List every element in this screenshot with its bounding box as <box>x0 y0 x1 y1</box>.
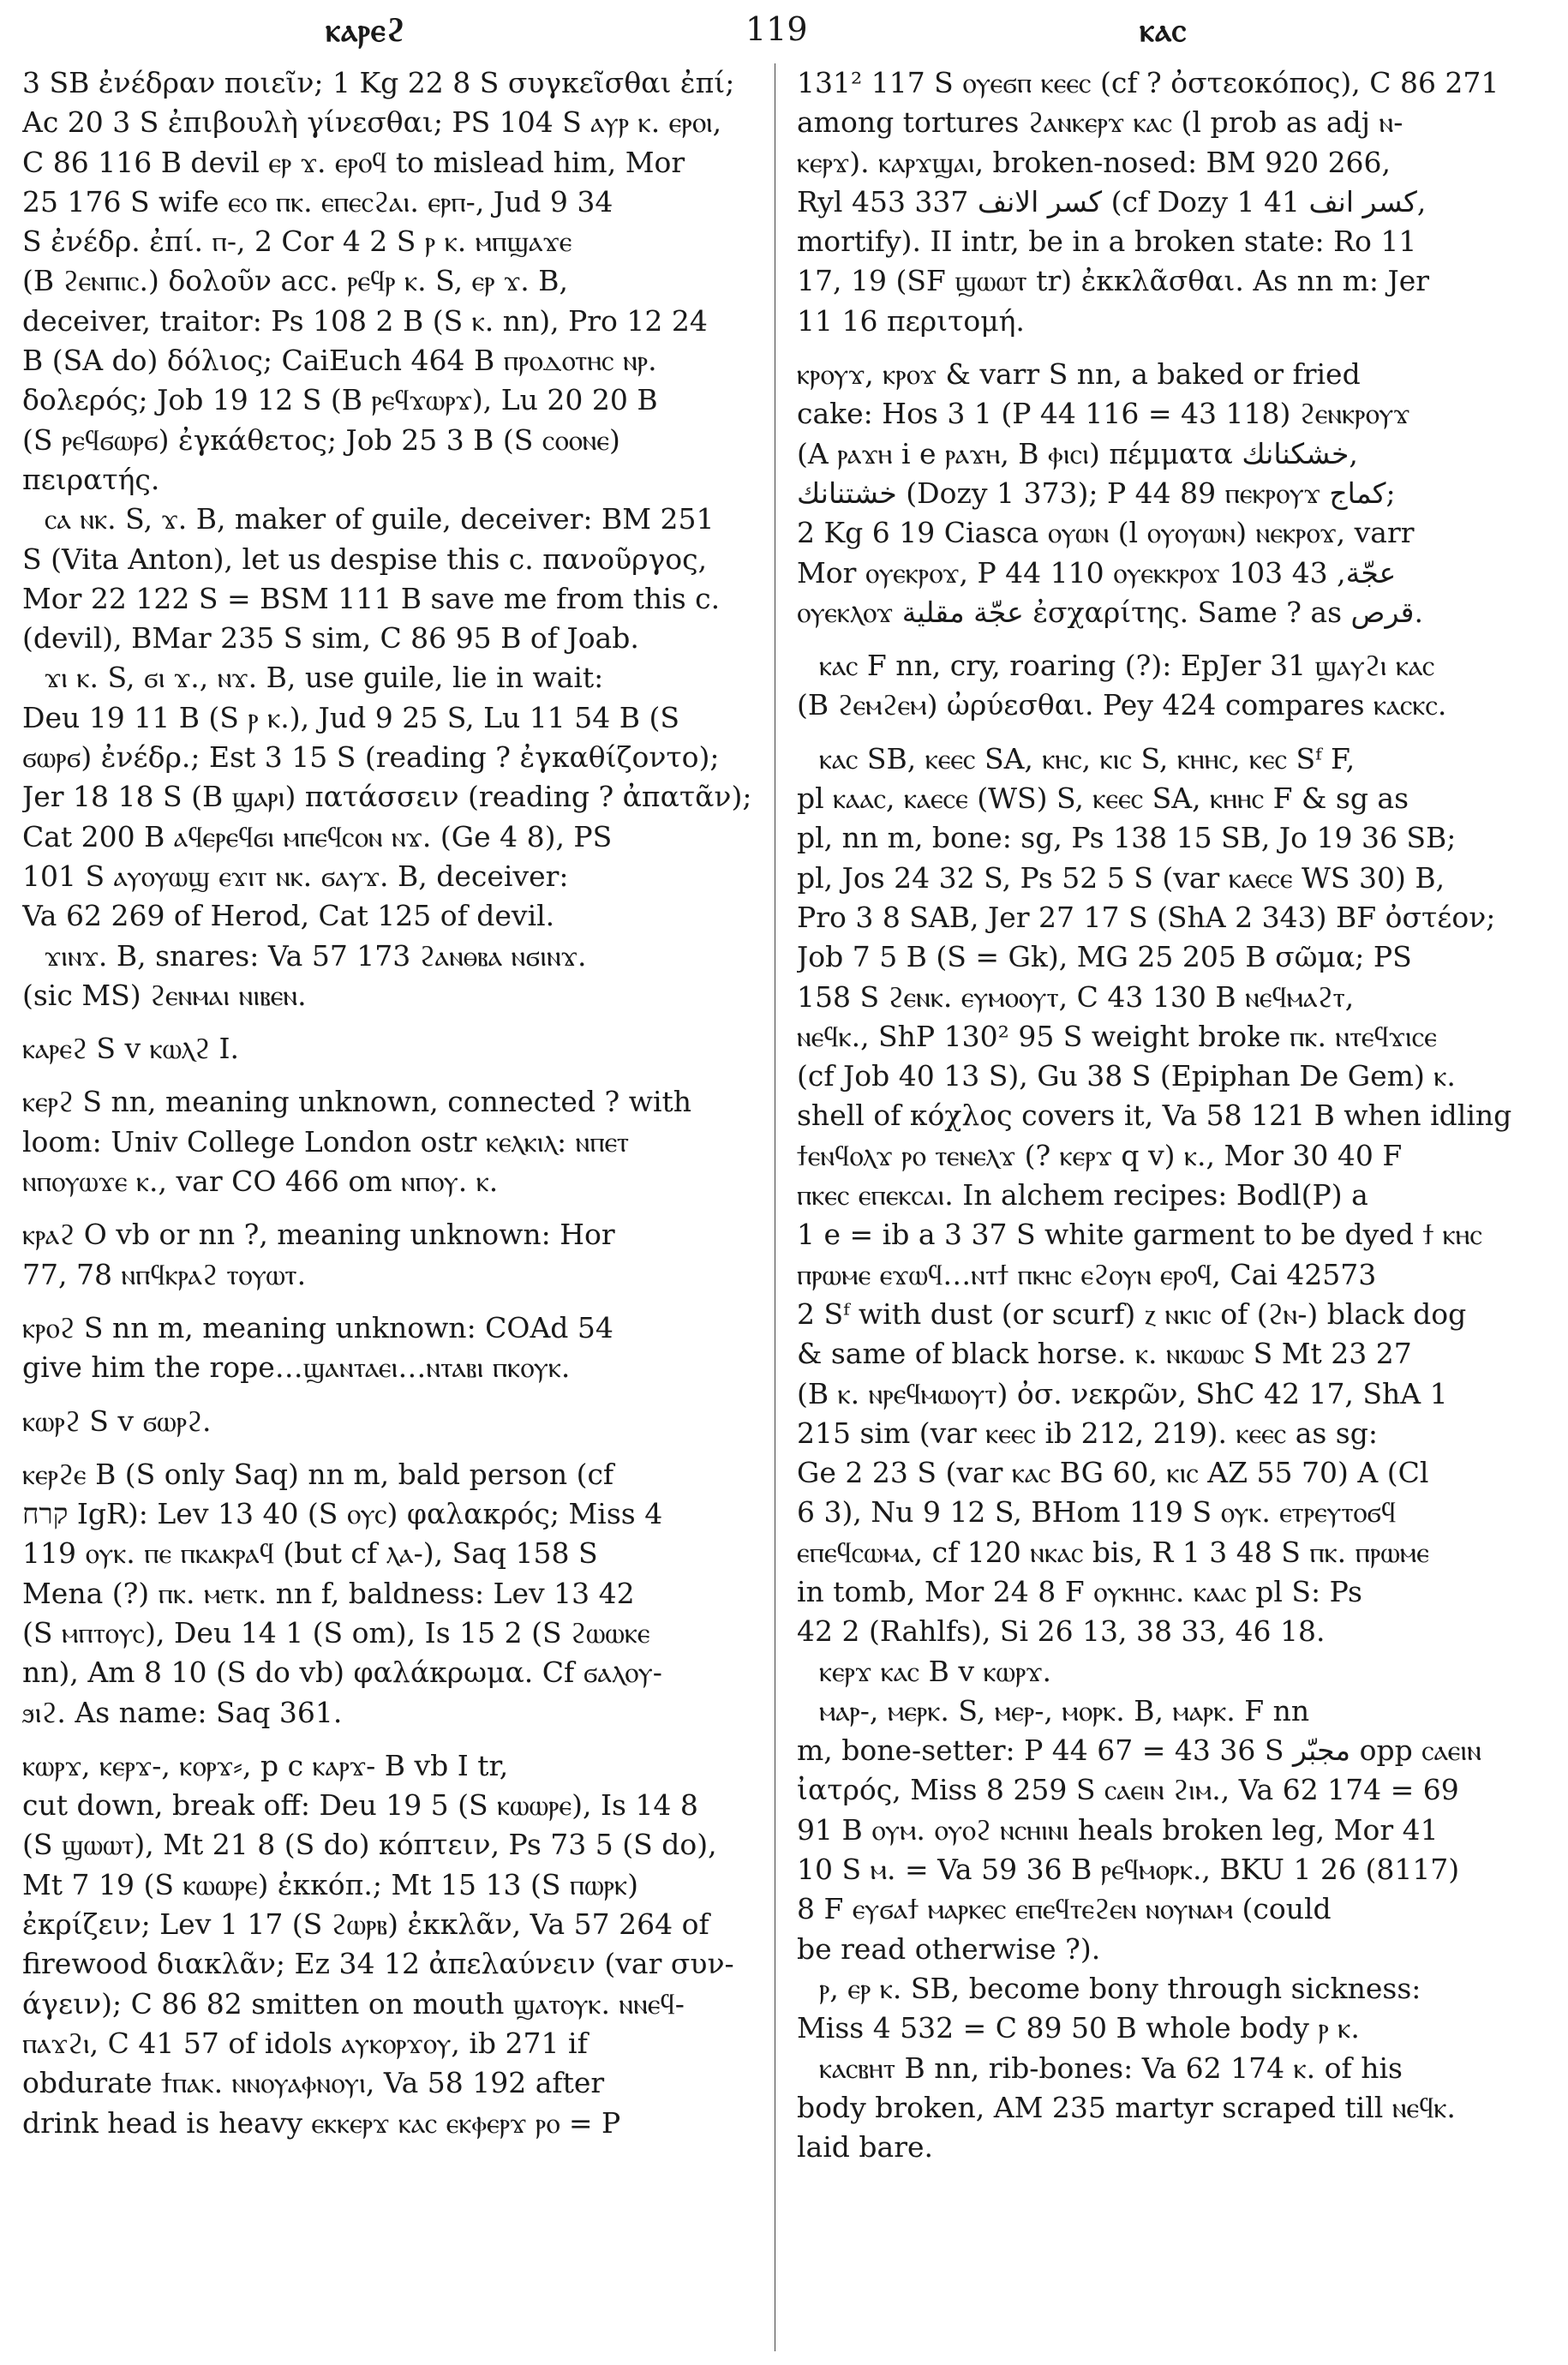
text-line: nn), Am 8 10 (S do vb) φαλάκρωμα. Cf ϭⲁⲗⲟⲩ- <box>22 1656 662 1690</box>
text-line: 25 176 S wife ⲉⲥⲟ ⲡⲕ. ⲉⲡⲉⲥϩⲁⲓ. ⲉⲣⲡ-, Jud 9 34 <box>22 184 613 219</box>
text-line: ⲕⲣⲟϩ S nn m, meaning unknown: COAd 54 <box>22 1310 613 1344</box>
text-line: Mena (?) ⲡⲕ. ⲙⲉⲧⲕ. nn f, baldness: Lev 13 42 <box>22 1576 635 1610</box>
text-line: ⲥⲁ ⲛⲕ. S, ϫ. B, maker of guile, deceiver: BM 251 <box>45 502 715 536</box>
text-line: Mor 22 122 S = BSM 111 B save me from this c. <box>22 581 721 615</box>
text-line: body broken, AM 235 martyr scraped till ⲛⲉϥⲕ. <box>797 2090 1456 2124</box>
text-line: laid bare. <box>797 2130 933 2164</box>
text-line: & same of black horse. ⲕ. ⲛⲕⲱⲱⲥ S Mt 23 27 <box>797 1337 1412 1371</box>
text-line: cake: Hos 3 1 (P 44 116 = 43 118) ϩⲉⲛⲕⲣⲟⲩϫ <box>797 397 1410 431</box>
text-line: (cf Job 40 13 S), Gu 38 S (Epiphan De Gem) ⲕ. <box>797 1059 1456 1093</box>
text-line: 101 S ⲁⲩⲟⲩⲱϣ ⲉϫⲓⲧ ⲛⲕ. ϭⲁⲩϫ. B, deceiver: <box>22 859 569 893</box>
text-line: firewood διακλᾶν; Ez 34 12 ἀπελαύνειν (var συν- <box>22 1947 734 1981</box>
text-line: ⲡⲕⲉⲥ ⲉⲡⲉⲕⲥⲁⲓ. In alchem recipes: Bodl(P) a <box>797 1178 1368 1212</box>
text-line: (A ⲣⲁϫⲏ i e ⲣⲁϫⲏ, B ⲫⲓⲥⲓ) πέμματα خشكنانك, <box>797 436 1358 470</box>
text-line: (sic MS) ϩⲉⲛⲙⲁⲓ ⲛⲓⲃⲉⲛ. <box>22 978 307 1012</box>
text-line: (B ϩⲉⲙϩⲉⲙ) ὠρύεσθαι. Pey 424 compares ⲕⲁⲥⲕⲥ. <box>797 688 1447 722</box>
text-line: 11 16 περιτομή. <box>797 303 1025 338</box>
right-running-headword: ⲕⲁⲥ <box>1140 10 1188 49</box>
text-line: (S ⲣⲉϥϭⲱⲣϭ) ἐγκάθετος; Job 25 3 B (S ⲥⲟⲟⲛⲉ) <box>22 422 620 457</box>
text-line: S (Vita Anton), let us despise this c. πανοῦργος, <box>22 542 708 576</box>
text-line: πειρατής. <box>22 462 160 496</box>
text-line: ⲟⲩⲉⲕⲗⲟϫ عجّة مقلية ἐσχαρίτης. Same ? as قرص. <box>797 595 1423 629</box>
text-line: 215 sim (var ⲕⲉⲉⲥ ib 212, 219). ⲕⲉⲉⲥ as sg: <box>797 1416 1378 1450</box>
text-line: ⲙⲁⲣ-, ⲙⲉⲣⲕ. S, ⲙⲉⲣ-, ⲙⲟⲣⲕ. B, ⲙⲁⲣⲕ. F nn <box>819 1693 1310 1727</box>
text-line: ⲕⲁⲣⲉϩ S v ⲕⲱⲗϩ I. <box>22 1032 239 1066</box>
text-line: loom: Univ College London ostr ⲕⲉⲗⲕⲓⲗ: ⲛⲡⲉⲧ <box>22 1124 630 1159</box>
text-line: ⲕⲣⲁϩ O vb or nn ?, meaning unknown: Hor <box>22 1218 615 1252</box>
text-line: 6 3), Nu 9 12 S, BHom 119 S ⲟⲩⲕ. ⲉⲧⲣⲉⲩⲧⲟϭϥ <box>797 1495 1397 1530</box>
text-line: ϯⲉⲛϥⲟⲗϫ ⲣⲟ ⲧⲉⲛⲉⲗϫ (? ⲕⲉⲣϫ q v) ⲕ., Mor 30 40 F <box>797 1138 1403 1172</box>
text-line: be read otherwise ?). <box>797 1931 1101 1966</box>
text-line: 119 ⲟⲩⲕ. ⲡⲉ ⲡⲕⲁⲕⲣⲁϥ (but cf ⲗⲁ-), Saq 158 S <box>22 1536 598 1571</box>
text-line: mortify). II intr, be in a broken state: Ro 11 <box>797 225 1417 259</box>
text-line: drink head is heavy ⲉⲕⲕⲉⲣϫ ⲕⲁⲥ ⲉⲕⲫⲉⲣϫ ⲣⲟ = P <box>22 2105 621 2140</box>
text-line: ϭⲱⲣϭ) ἐνέδρ.; Est 3 15 S (reading ? ἐγκαθίζοντο); <box>22 740 720 775</box>
text-line: 1 e = ib a 3 37 S white garment to be dyed ϯ ⲕⲏⲥ <box>797 1218 1482 1252</box>
text-line: ϧⲓϩ. As name: Saq 361. <box>22 1695 343 1729</box>
text-line: (B ϩⲉⲛⲡⲓⲥ.) δολοῦν acc. ⲣⲉϥⲣ ⲕ. S, ⲉⲣ ϫ. B, <box>22 264 568 298</box>
text-line: in tomb, Mor 24 8 F ⲟⲩⲕⲏⲏⲥ. ⲕⲁⲁⲥ pl S: Ps <box>797 1574 1362 1608</box>
text-line: pl, Jos 24 32 S, Ps 52 5 S (var ⲕⲁⲉⲥⲉ WS 30) B, <box>797 860 1445 895</box>
text-line: 17, 19 (SF ϣⲱⲱⲧ tr) ἐκκλᾶσθαι. As nn m: Jer <box>797 264 1430 298</box>
text-line: ⲡⲁϫϩⲓ, C 41 57 of idols ⲁⲩⲕⲟⲣϫⲟⲩ, ib 271 if <box>22 2026 588 2060</box>
text-line: B (SA do) δόλιος; CaiEuch 464 B ⲡⲣⲟⲇⲟⲧⲏⲥ ⲛⲣ. <box>22 344 657 378</box>
text-line: pl, nn m, bone: sg, Ps 138 15 SB, Jo 19 36 SB; <box>797 821 1457 855</box>
text-line: ⲛⲡⲟⲩⲱϫⲉ ⲕ., var CO 466 om ⲛⲡⲟⲩ. ⲕ. <box>22 1165 499 1199</box>
text-line: Deu 19 11 B (S ⲣ ⲕ.), Jud 9 25 S, Lu 11 54 B (S <box>22 700 679 734</box>
text-line: 77, 78 ⲛⲡϥⲕⲣⲁϩ ⲧⲟⲩⲱⲧ. <box>22 1257 307 1291</box>
text-line: 91 B ⲟⲩⲙ. ⲟⲩⲟϩ ⲛⲥⲏⲓⲛⲓ heals broken leg, Mor 41 <box>797 1812 1439 1847</box>
text-line: Ac 20 3 S ἐπιβουλὴ γίνεσθαι; PS 104 S ⲁⲩⲣ ⲕ. ⲉⲣⲟⲓ, <box>22 105 722 140</box>
text-line: m, bone-setter: P 44 67 = 43 36 S مجبّر opp ⲥⲁⲉⲓⲛ <box>797 1733 1481 1768</box>
text-line: Pro 3 8 SAB, Jer 27 17 S (ShA 2 343) BF ὀστέον; <box>797 900 1496 934</box>
text-line: 131² 117 S ⲟⲩⲉϭⲡ ⲕⲉⲉⲥ (cf ? ὀστεοκόπος), C 86 271 <box>797 66 1499 99</box>
text-line: ἰατρός, Miss 8 259 S ⲥⲁⲉⲓⲛ ϩⲓⲙ., Va 62 174 = 69 <box>797 1773 1459 1807</box>
text-line: 8 F ⲉⲩϭⲁϯ ⲙⲁⲣⲕⲉⲥ ⲉⲡⲉϥⲧⲉϩⲉⲛ ⲛⲟⲩⲛⲁⲙ (could <box>797 1892 1332 1926</box>
text-line: 2 Sᶠ with dust (or scurf) ⲍ ⲛⲕⲓⲥ of (ϩⲛ-) black dog <box>797 1296 1467 1331</box>
text-line: ⲡⲣⲱⲙⲉ ⲉϫⲱϥ…ⲛⲧϯ ⲡⲕⲏⲥ ⲉϩⲟⲩⲛ ⲉⲣⲟϥ, Cai 42573 <box>797 1257 1377 1291</box>
text-line: ⲕⲁⲥ SB, ⲕⲉⲉⲥ SA, ⲕⲏⲥ, ⲕⲓⲥ S, ⲕⲏⲏⲥ, ⲕⲉⲥ Sᶠ F, <box>819 741 1356 775</box>
text-line: 158 S ϩⲉⲛⲕ. ⲉⲩⲙⲟⲟⲩⲧ, C 43 130 B ⲛⲉϥⲙⲁϩⲧ, <box>797 979 1355 1014</box>
text-line: 3 SB ἐνέδραν ποιεῖν; 1 Kg 22 8 S συγκεῖσθαι ἐπί; <box>22 66 735 99</box>
text-line: shell of κόχλος covers it, Va 58 121 B when idling <box>797 1099 1512 1133</box>
text-line: (S ⲙⲡⲧⲟⲩⲥ), Deu 14 1 (S om), Is 15 2 (S ϩⲱⲱⲕⲉ <box>22 1615 650 1650</box>
text-line: خشتنانك (Dozy 1 373); P 44 89 ⲡⲉⲕⲣⲟⲩϫ كماج; <box>797 476 1396 510</box>
text-line: Mor ⲟⲩⲉⲕⲣⲟϫ, P 44 110 ⲟⲩⲉⲕⲕⲣⲟϫ عجّة, 43 103 <box>797 555 1397 590</box>
text-line: Va 62 269 of Herod, Cat 125 of devil. <box>22 899 555 933</box>
text-line: ⲕⲱⲣϫ, ⲕⲉⲣϫ-, ⲕⲟⲣϫ⸗, p c ⲕⲁⲣϫ- B vb I tr, <box>22 1748 509 1782</box>
text-line: ⲕⲉⲣϩⲉ B (S only Saq) nn m, bald person (cf <box>22 1457 614 1491</box>
text-line: Cat 200 B ⲁϥⲉⲣⲉϥϭⲓ ⲙⲡⲉϥⲥⲟⲛ ⲛϫ. (Ge 4 8), PS <box>22 819 613 853</box>
text-line: ⲕⲁⲥⲃⲏⲧ B nn, rib-bones: Va 62 174 ⲕ. of his <box>819 2051 1403 2085</box>
text-line: άγειν); C 86 82 smitten on mouth ϣⲁⲧⲟⲩⲕ. ⲛⲛⲉϥ- <box>22 1986 685 2021</box>
text-line: ⲕⲣⲟⲩϫ, ⲕⲣⲟϫ & varr S nn, a baked or fried <box>797 357 1361 392</box>
text-line: ⲕⲱⲣϩ S v ϭⲱⲣϩ. <box>22 1404 212 1438</box>
text-line: 2 Kg 6 19 Ciasca ⲟⲩⲱⲛ (l ⲟⲩⲟⲩⲱⲛ) ⲛⲉⲕⲣⲟϫ, varr <box>797 516 1415 550</box>
text-line: ⲛⲉϥⲕ., ShP 130² 95 S weight broke ⲡⲕ. ⲛⲧⲉϥϫⲓⲥⲉ <box>797 1019 1437 1053</box>
text-line: (S ϣⲱⲱⲧ), Mt 21 8 (S do) κόπτειν, Ps 73 5 (S do), <box>22 1828 717 1862</box>
text-line: ⲕⲁⲥ F nn, cry, roaring (?): EpJer 31 ϣⲁⲩϩⲓ ⲕⲁⲥ <box>819 649 1435 683</box>
text-line: 10 S ⲙ. = Va 59 36 B ⲣⲉϥⲙⲟⲣⲕ., BKU 1 26 (8117) <box>797 1853 1460 1887</box>
text-line: ⲉⲡⲉϥⲥⲱⲙⲁ, cf 120 ⲛⲕⲁⲥ bis, R 1 3 48 S ⲡⲕ. ⲡⲣⲱⲙⲉ <box>797 1535 1429 1569</box>
text-line: ⲕⲉⲣϫ). ⲕⲁⲣϫϣⲁⲓ, broken-nosed: BM 920 266, <box>797 145 1391 179</box>
text-line: ἐκρίζειν; Lev 1 17 (S ϩⲱⲣⲃ) ἐκκλᾶν, Va 57 264 of <box>22 1907 709 1942</box>
text-line: Mt 7 19 (S ⲕⲱⲱⲣⲉ) ἐκκόπ.; Mt 15 13 (S ⲡⲱⲣⲕ) <box>22 1867 638 1901</box>
text-line: S ἐνέδρ. ἐπί. ⲡ-, 2 Cor 4 2 S ⲣ ⲕ. ⲙⲡϣⲁϫⲉ <box>22 225 572 259</box>
page-header <box>0 0 1568 53</box>
text-line: ⲣ, ⲉⲣ ⲕ. SB, become bony through sickness: <box>819 1971 1421 2005</box>
text-line: deceiver, traitor: Ps 108 2 B (S ⲕ. nn), Pro 12 24 <box>22 303 708 338</box>
text-line: Jer 18 18 S (B ϣⲁⲣⲓ) πατάσσειν (reading ? ἀπατᾶν); <box>22 780 752 814</box>
text-line: ϫⲓⲛϫ. B, snares: Va 57 173 ϩⲁⲛⲑⲃⲁ ⲛϭⲓⲛϫ. <box>45 938 587 973</box>
text-line: cut down, break off: Deu 19 5 (S ⲕⲱⲱⲣⲉ), Is 14 8 <box>22 1788 698 1823</box>
text-line: Ge 2 23 S (var ⲕⲁⲥ BG 60, ⲕⲓⲥ AZ 55 70) A (Cl <box>797 1456 1429 1490</box>
left-column <box>22 63 757 2351</box>
text-line: 42 2 (Rahlfs), Si 26 13, 38 33, 46 18. <box>797 1614 1326 1649</box>
text-line: ϫⲓ ⲕ. S, ϭⲓ ϫ., ⲛϫ. B, use guile, lie in wait: <box>45 661 604 695</box>
page-number: 119 <box>745 10 808 48</box>
text-line: Job 7 5 B (S = Gk), MG 25 205 B σῶμα; PS <box>797 940 1412 974</box>
text-line: give him the rope…ϣⲁⲛⲧⲁⲉⲓ…ⲛⲧⲁⲃⲓ ⲡⲕⲟⲩⲕ. <box>22 1350 571 1385</box>
text-line: pl ⲕⲁⲁⲥ, ⲕⲁⲉⲥⲉ (WS) S, ⲕⲉⲉⲥ SA, ⲕⲏⲏⲥ F & sg as <box>797 781 1409 816</box>
text-line: קרח IgR): Lev 13 40 (S ⲟⲩⲥ) φαλακρός; Miss 4 <box>22 1497 663 1531</box>
text-line: δολερός; Job 19 12 S (B ⲣⲉϥϫⲱⲣϫ), Lu 20 20 B <box>22 383 658 417</box>
left-running-headword: ⲕⲁⲣⲉϩ <box>326 10 407 49</box>
text-line: ⲕⲉⲣϩ S nn, meaning unknown, connected ? with <box>22 1085 692 1119</box>
text-line: (B ⲕ. ⲛⲣⲉϥⲙⲱⲟⲩⲧ) ὀσ. νεκρῶν, ShC 42 17, ShA 1 <box>797 1376 1448 1410</box>
text-line: Ryl 453 337 كسر الانف (cf Dozy 1 41 كسر انف, <box>797 184 1427 219</box>
text-line: Miss 4 532 = C 89 50 B whole body ⲣ ⲕ. <box>797 2011 1360 2045</box>
text-line: obdurate ϯⲡⲁⲕ. ⲛⲛⲟⲩⲁⲫⲛⲟⲩⲓ, Va 58 192 after <box>22 2066 605 2100</box>
text-line: (devil), BMar 235 S sim, C 86 95 B of Joab. <box>22 621 639 656</box>
text-line: among tortures ϩⲁⲛⲕⲉⲣϫ ⲕⲁⲥ (l prob as adj ⲛ- <box>797 105 1403 140</box>
right-column <box>797 63 1535 2351</box>
text-line: C 86 116 B devil ⲉⲣ ϫ. ⲉⲣⲟϥ to mislead him, Mor <box>22 145 685 179</box>
text-line: ⲕⲉⲣϫ ⲕⲁⲥ B v ⲕⲱⲣϫ. <box>819 1654 1052 1688</box>
